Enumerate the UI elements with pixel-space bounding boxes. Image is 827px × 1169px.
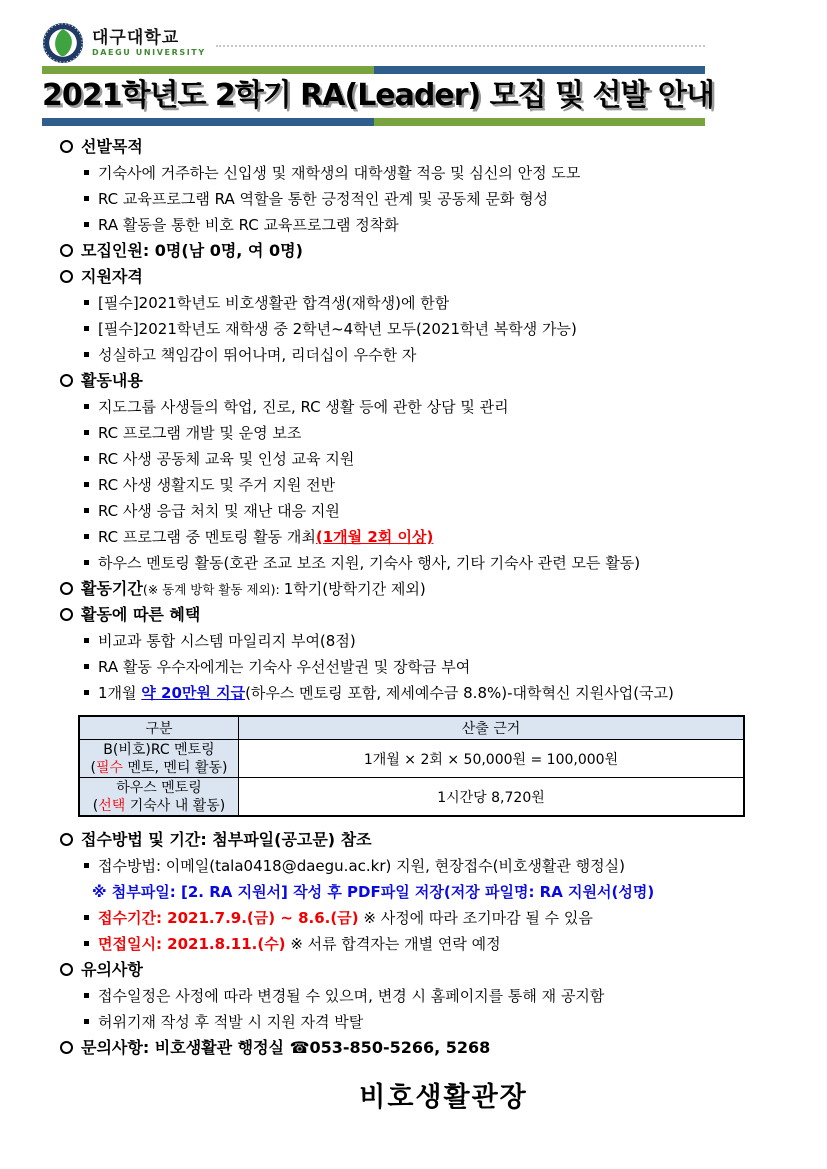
list-item bbox=[60, 342, 827, 368]
university-seal-icon bbox=[42, 22, 84, 64]
section-title-text: 활동기간 bbox=[81, 579, 143, 598]
header-dotted-rule bbox=[216, 45, 705, 47]
section-title-purpose bbox=[60, 134, 827, 160]
square-bullet-icon bbox=[84, 638, 89, 643]
section-title-period bbox=[60, 576, 827, 602]
bar-blue-segment bbox=[374, 66, 706, 74]
university-name-kr: 대구대학교 bbox=[92, 27, 180, 48]
title-bottom-bar bbox=[42, 118, 705, 126]
square-bullet-icon bbox=[84, 915, 89, 920]
doc-body bbox=[0, 126, 827, 1114]
section-title-text: 접수방법 및 기간: 첨부파일(공고문) 참조 bbox=[81, 830, 372, 849]
application-period-note: ※ 사정에 따라 조기마감 될 수 있음 bbox=[358, 909, 593, 927]
section-title-eligibility bbox=[60, 264, 827, 290]
section-title-contact bbox=[60, 1035, 827, 1061]
list-item bbox=[60, 420, 827, 446]
interview-date-highlight: 면접일시: 2021.8.11.(수) bbox=[98, 935, 286, 953]
interview-date-note: ※ 서류 합격자는 개별 연락 예정 bbox=[285, 935, 501, 953]
square-bullet-icon bbox=[84, 690, 89, 695]
list-item-text: (하우스 멘토링 포함, 제세예수금 8.8%)-대학혁신 지원사업(국고) bbox=[245, 684, 674, 702]
attachment-note-text: ※ 첨부파일: [2. RA 지원서] 작성 후 PDF파일 저장(저장 파일명: RA 지원서(성명) bbox=[92, 883, 655, 901]
payment-amount-highlight: 약 20만원 지급 bbox=[141, 684, 246, 702]
square-bullet-icon bbox=[84, 352, 89, 357]
section-title-activities bbox=[60, 368, 827, 394]
square-bullet-icon bbox=[84, 941, 89, 946]
table-row bbox=[79, 740, 744, 778]
square-bullet-icon bbox=[84, 222, 89, 227]
list-item-text: RC 프로그램 중 멘토링 활동 개최 bbox=[98, 528, 316, 546]
list-item bbox=[60, 654, 827, 680]
circle-marker-icon bbox=[60, 963, 73, 976]
square-bullet-icon bbox=[84, 170, 89, 175]
list-item bbox=[60, 290, 827, 316]
list-item bbox=[60, 212, 827, 238]
row-value-cell: 1개월 × 2회 × 50,000원 = 100,000원 bbox=[239, 740, 745, 778]
table-row bbox=[79, 778, 744, 817]
circle-marker-icon bbox=[60, 270, 73, 283]
paren: ( bbox=[90, 759, 96, 776]
circle-marker-icon bbox=[60, 582, 73, 595]
list-item bbox=[60, 498, 827, 524]
list-item-text: 하우스 멘토링 활동(호관 조교 보조 지원, 기숙사 행사, 기타 기숙사 관련 모든 활동) bbox=[98, 554, 641, 572]
row-label-line1: B(비호)RC 멘토링 bbox=[103, 741, 215, 758]
section-title-application bbox=[60, 827, 827, 853]
square-bullet-icon bbox=[84, 560, 89, 565]
row-label-line1: 하우스 멘토링 bbox=[116, 779, 202, 796]
doc-header bbox=[0, 0, 827, 126]
list-item-text: 비교과 통합 시스템 마일리지 부여(8점) bbox=[98, 632, 356, 650]
section-title-text: 모집인원: 0명(남 0명, 여 0명) bbox=[81, 241, 303, 260]
square-bullet-icon bbox=[84, 1019, 89, 1024]
page-title: 2021학년도 2학기 RA(Leader) 모집 및 선발 안내 bbox=[42, 78, 714, 113]
list-item-payment bbox=[60, 680, 827, 706]
bar-green-segment bbox=[374, 118, 706, 126]
application-period-highlight: 접수기간: 2021.7.9.(금) ~ 8.6.(금) bbox=[98, 909, 359, 927]
square-bullet-icon bbox=[84, 196, 89, 201]
university-name-en: DAEGU UNIVERSITY bbox=[92, 47, 206, 57]
list-item-text: 접수일정은 사정에 따라 변경될 수 있으며, 변경 시 홈페이지를 통해 재 공지함 bbox=[98, 987, 605, 1005]
list-item-text: [필수]2021학년도 재학생 중 2학년~4학년 모두(2021학년 복학생 가능) bbox=[98, 320, 577, 338]
list-item-deadline bbox=[60, 905, 827, 931]
section-title-benefits bbox=[60, 602, 827, 628]
list-item-text: 기숙사에 거주하는 신입생 및 재학생의 대학생활 적응 및 심신의 안정 도모 bbox=[98, 164, 581, 182]
list-item bbox=[60, 446, 827, 472]
list-item bbox=[60, 628, 827, 654]
list-item-text: 지도그룹 사생들의 학업, 진로, RC 생활 등에 관한 상담 및 관리 bbox=[98, 398, 509, 416]
circle-marker-icon bbox=[60, 244, 73, 257]
list-item bbox=[60, 160, 827, 186]
section-title-text: 지원자격 bbox=[81, 267, 143, 286]
list-item-text: RC 프로그램 개발 및 운영 보조 bbox=[98, 424, 302, 442]
list-item-text: 성실하고 책임감이 뛰어나며, 리더십이 우수한 자 bbox=[98, 346, 417, 364]
section-title-text: 활동에 따른 혜택 bbox=[81, 605, 201, 624]
section-title-text: 유의사항 bbox=[81, 960, 143, 979]
square-bullet-icon bbox=[84, 508, 89, 513]
list-item-text: RC 사생 공동체 교육 및 인성 교육 지원 bbox=[98, 450, 355, 468]
list-item-method bbox=[60, 853, 827, 879]
contact-info-text: 문의사항: 비호생활관 행정실 ☎053-850-5266, 5268 bbox=[81, 1038, 491, 1057]
application-method-text: 접수방법: 이메일(tala0418@daegu.ac.kr) 지원, 현장접수(비호생활관 행정실) bbox=[98, 857, 625, 875]
circle-marker-icon bbox=[60, 833, 73, 846]
row-label-cell bbox=[79, 740, 239, 778]
required-flag: 필수 bbox=[95, 759, 124, 776]
square-bullet-icon bbox=[84, 430, 89, 435]
list-item-text: RC 교육프로그램 RA 역할을 통한 긍정적인 관계 및 공동체 문화 형성 bbox=[98, 190, 549, 208]
paren: ( bbox=[92, 797, 99, 814]
section-title-text: 선발목적 bbox=[81, 137, 143, 156]
list-item bbox=[60, 472, 827, 498]
square-bullet-icon bbox=[84, 482, 89, 487]
list-item-text: RA 활동을 통한 비호 RC 교육프로그램 정착화 bbox=[98, 216, 399, 234]
list-item bbox=[60, 186, 827, 212]
row-label-cell bbox=[79, 778, 239, 817]
square-bullet-icon bbox=[84, 456, 89, 461]
list-item bbox=[60, 316, 827, 342]
list-item-text: 1개월 bbox=[98, 684, 142, 702]
stipend-table-wrap bbox=[78, 715, 827, 817]
circle-marker-icon bbox=[60, 1041, 73, 1054]
table-header-basis: 산출 근거 bbox=[239, 716, 745, 740]
list-item-text: 허위기재 작성 후 적발 시 지원 자격 박탈 bbox=[98, 1013, 364, 1031]
square-bullet-icon bbox=[84, 300, 89, 305]
table-header-row bbox=[79, 716, 744, 740]
issuer-signature: 비호생활관장 bbox=[359, 1082, 528, 1113]
list-item bbox=[60, 394, 827, 420]
university-logo bbox=[42, 20, 705, 66]
mentoring-frequency-highlight: (1개월 2회 이상) bbox=[315, 528, 434, 546]
square-bullet-icon bbox=[84, 863, 89, 868]
optional-flag: 선택 bbox=[98, 797, 126, 814]
bar-green-segment bbox=[42, 66, 374, 74]
list-item-attachment bbox=[60, 879, 827, 905]
title-top-bar bbox=[42, 66, 705, 74]
square-bullet-icon bbox=[84, 664, 89, 669]
row-label-line2 bbox=[80, 759, 238, 777]
section-title-quota bbox=[60, 238, 827, 264]
row-label-rest: 기숙사 내 활동) bbox=[125, 797, 226, 814]
circle-marker-icon bbox=[60, 140, 73, 153]
row-value-cell: 1시간당 8,720원 bbox=[239, 778, 745, 817]
square-bullet-icon bbox=[84, 326, 89, 331]
list-item bbox=[60, 1009, 827, 1035]
row-label-rest: 멘토, 멘티 활동) bbox=[123, 759, 228, 776]
list-item bbox=[60, 983, 827, 1009]
list-item-interview bbox=[60, 931, 827, 957]
period-value: 1학기(방학기간 제외) bbox=[283, 580, 426, 598]
list-item-text: RC 사생 응급 처치 및 재난 대응 지원 bbox=[98, 502, 340, 520]
section-title-text: 활동내용 bbox=[81, 371, 143, 390]
circle-marker-icon bbox=[60, 374, 73, 387]
square-bullet-icon bbox=[84, 534, 89, 539]
university-name bbox=[92, 29, 206, 58]
row-label-line2 bbox=[80, 797, 238, 815]
table-header-category: 구분 bbox=[79, 716, 239, 740]
bar-blue-segment bbox=[42, 118, 374, 126]
list-item-text: RC 사생 생활지도 및 주거 지원 전반 bbox=[98, 476, 336, 494]
stipend-table bbox=[78, 715, 745, 817]
list-item-text: RA 활동 우수자에게는 기숙사 우선선발권 및 장학금 부여 bbox=[98, 658, 471, 676]
list-item-text: [필수]2021학년도 비호생활관 합격생(재학생)에 한함 bbox=[98, 294, 450, 312]
circle-marker-icon bbox=[60, 608, 73, 621]
square-bullet-icon bbox=[84, 404, 89, 409]
list-item-mentoring bbox=[60, 524, 827, 550]
section-title-notes bbox=[60, 957, 827, 983]
list-item bbox=[60, 550, 827, 576]
period-exclusion-note: (※ 동계 방학 활동 제외): bbox=[142, 582, 284, 597]
square-bullet-icon bbox=[84, 993, 89, 998]
